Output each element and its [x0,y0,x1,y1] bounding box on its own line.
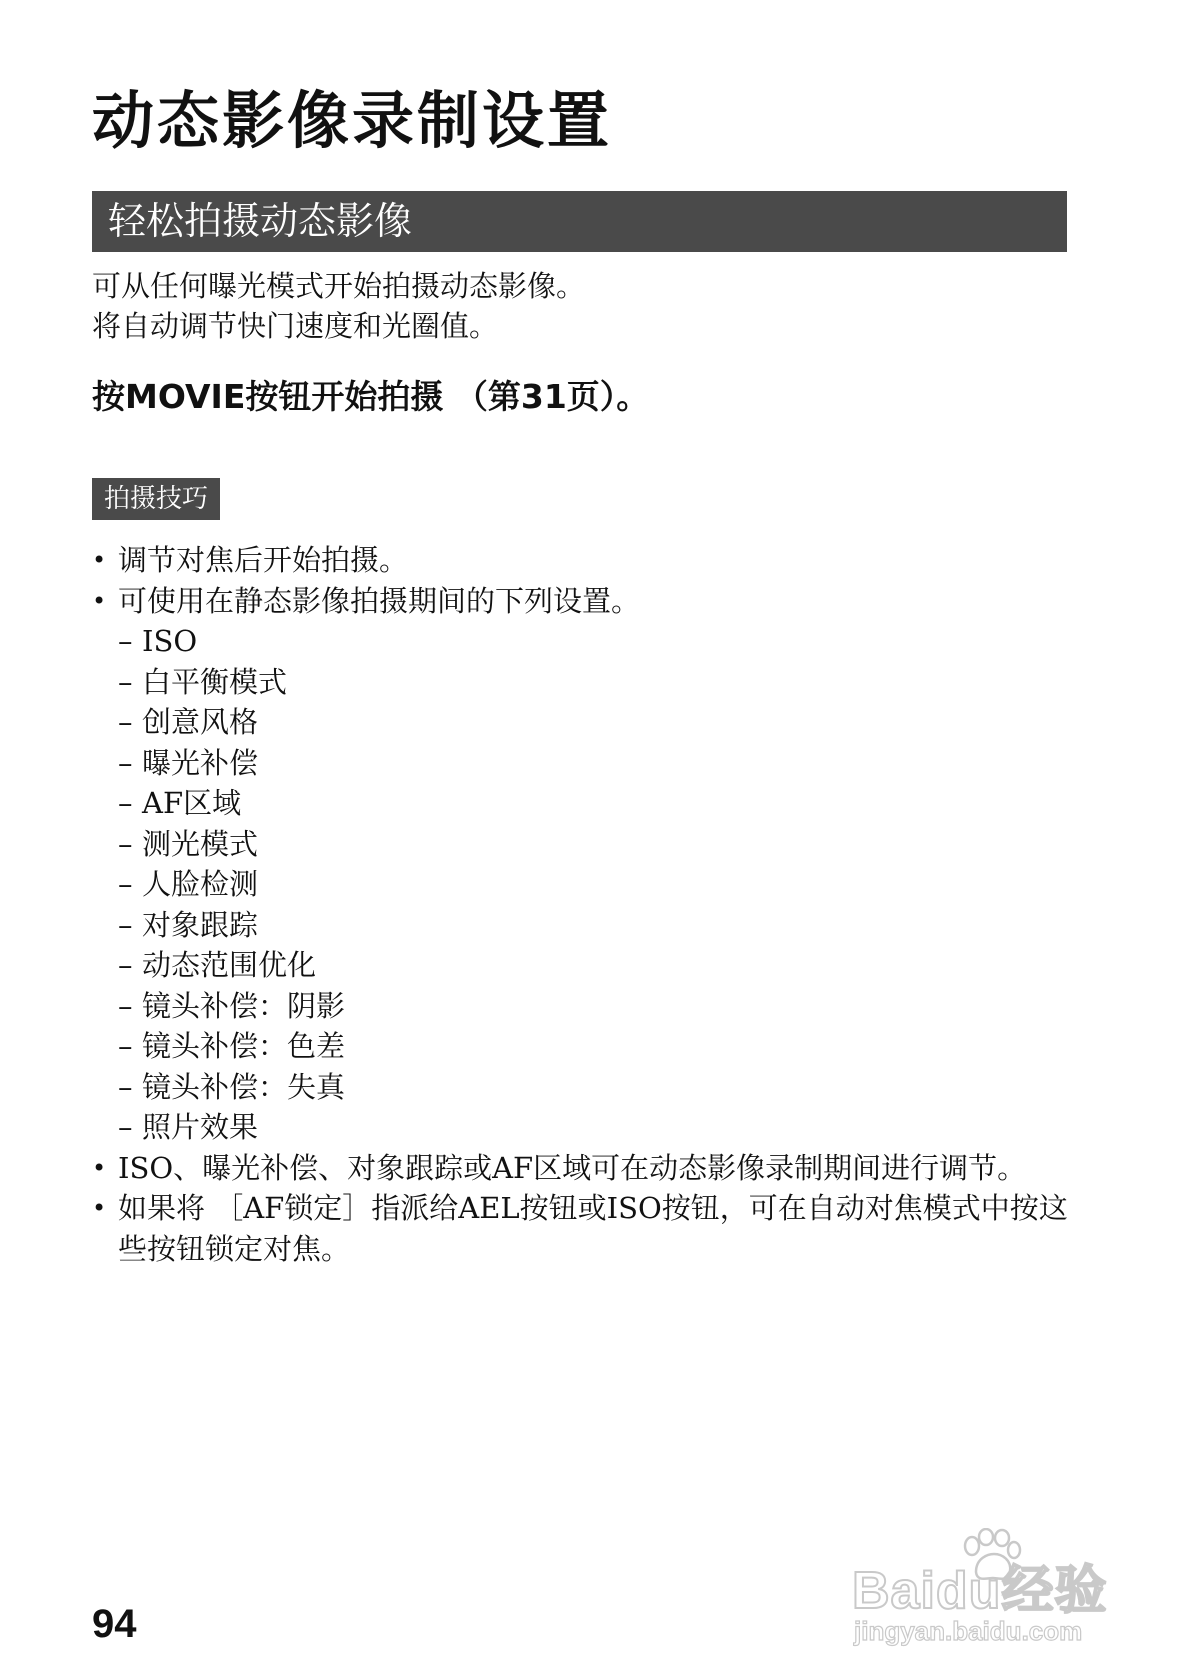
intro-line: 将自动调节快门速度和光圈值。 [92,309,499,343]
settings-item [118,1107,1072,1148]
page-title: 动态影像录制设置 [92,84,613,157]
dash-icon: – [118,988,133,1023]
watermark-brand: Baidu经验 [852,1562,1108,1620]
dash-icon: – [118,907,133,942]
section-heading: 轻松拍摄动态影像 [92,191,1067,252]
settings-item [118,662,1072,703]
settings-list [118,621,1072,1148]
dash-icon: – [118,786,133,820]
settings-item [118,824,1072,865]
settings-item-label: AF区域 [142,786,242,820]
watermark-site: jingyan.baidu.com [854,1616,1083,1646]
bullet-icon: • [92,586,107,615]
tip-text: 可使用在静态影像拍摄期间的下列设置。 [118,583,641,618]
settings-item [118,702,1072,743]
settings-item-label: 镜头补偿：失真 [142,1069,346,1104]
settings-item [118,1067,1072,1108]
settings-item [118,621,1072,662]
dash-icon: – [118,826,133,861]
dash-icon: – [118,948,133,982]
intro-line: 可从任何曝光模式开始拍摄动态影像。 [92,269,586,303]
tip-item [92,581,1072,1148]
settings-item [118,783,1072,824]
settings-item-label: 曝光补偿 [142,745,259,780]
page-number: 94 [92,1602,137,1646]
dash-icon: – [118,624,133,658]
watermark [852,1528,1132,1652]
tips-list [92,540,1072,1269]
bullet-icon: • [92,1153,107,1182]
settings-item-label: 人脸检测 [142,867,259,901]
dash-icon: – [118,1029,133,1063]
settings-item-label: 白平衡模式 [142,664,288,699]
dash-icon: – [118,867,133,901]
dash-icon: – [118,1110,133,1144]
tip-item [92,540,1072,581]
tips-label: 拍摄技巧 [92,478,220,520]
dash-icon: – [118,664,133,699]
tip-text: ISO、曝光补偿、对象跟踪或AF区域可在动态影像录制期间进行调节。 [118,1150,1027,1185]
settings-item [118,743,1072,784]
tip-item [92,1188,1072,1269]
settings-item-label: 创意风格 [142,705,259,739]
settings-item [118,945,1072,986]
settings-item [118,986,1072,1027]
intro-text [92,266,585,346]
settings-item [118,864,1072,905]
dash-icon: – [118,745,133,780]
bullet-icon: • [92,1194,107,1222]
settings-item-label: ISO [142,624,198,658]
tip-text: 调节对焦后开始拍摄。 [118,543,409,577]
settings-item-label: 测光模式 [142,826,259,861]
settings-item-label: 动态范围优化 [142,948,317,982]
tip-item [92,1148,1072,1189]
settings-item-label: 对象跟踪 [142,907,259,942]
settings-item [118,1026,1072,1067]
dash-icon: – [118,705,133,739]
settings-item [118,905,1072,946]
settings-item-label: 镜头补偿：色差 [142,1029,346,1063]
settings-item-label: 照片效果 [142,1110,259,1144]
tip-text: 如果将 ［AF锁定］指派给AEL按钮或ISO按钮，可在自动对焦模式中按这些按钮锁定对焦。 [118,1191,1068,1266]
instruction-step: 按MOVIE按钮开始拍摄 （第31页）。 [92,377,650,416]
dash-icon: – [118,1069,133,1104]
bullet-icon: • [92,546,107,574]
settings-item-label: 镜头补偿：阴影 [142,988,346,1023]
